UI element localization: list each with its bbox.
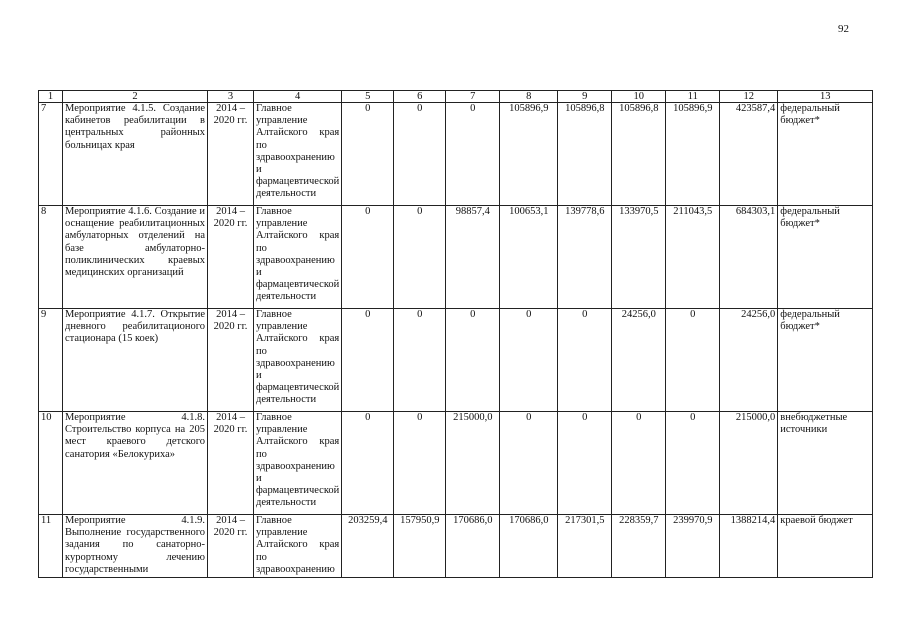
total-value: 423587,4 [720,103,778,206]
value-col-11: 0 [666,309,720,412]
col-num-7: 7 [446,91,500,103]
column-number-row [39,91,873,103]
funding-source: внебюджетные источники [778,412,873,515]
col-num-13: 13 [778,91,873,103]
value-col-11: 239970,9 [666,515,720,578]
table-row [39,412,873,515]
col-num-6: 6 [394,91,446,103]
executor: Главное управление Алтайского края по здравоохранению и фармацевтической деятельности [254,103,342,206]
row-number: 9 [39,309,63,412]
value-col-6: 0 [394,309,446,412]
total-value: 215000,0 [720,412,778,515]
value-col-9: 139778,6 [558,206,612,309]
funding-source: краевой бюджет [778,515,873,578]
measure-name: Мероприятие 4.1.9. Выполнение государственного задания по санаторно-курортному лечению государственными [63,515,208,578]
value-col-8: 0 [500,412,558,515]
value-col-8: 0 [500,309,558,412]
value-col-6: 0 [394,412,446,515]
value-col-5: 0 [342,412,394,515]
col-num-1: 1 [39,91,63,103]
col-num-4: 4 [254,91,342,103]
col-num-9: 9 [558,91,612,103]
value-col-9: 105896,8 [558,103,612,206]
table-row [39,103,873,206]
funding-source: федеральный бюджет* [778,206,873,309]
col-num-3: 3 [208,91,254,103]
funding-source: федеральный бюджет* [778,103,873,206]
row-number: 8 [39,206,63,309]
funding-source: федеральный бюджет* [778,309,873,412]
table-row [39,206,873,309]
value-col-5: 0 [342,206,394,309]
value-col-10: 133970,5 [612,206,666,309]
value-col-10: 228359,7 [612,515,666,578]
value-col-9: 217301,5 [558,515,612,578]
col-num-11: 11 [666,91,720,103]
executor: Главное управление Алтайского края по здравоохранению и фармацевтической деятельности [254,412,342,515]
col-num-8: 8 [500,91,558,103]
executor: Главное управление Алтайского края по здравоохранению [254,515,342,578]
measure-name: Мероприятие 4.1.5. Создание кабинетов реабилитации в центральных районных больницах края [63,103,208,206]
period: 2014 – 2020 гг. [208,206,254,309]
value-col-8: 105896,9 [500,103,558,206]
col-num-10: 10 [612,91,666,103]
measure-name: Мероприятие 4.1.8. Строительство корпуса на 205 мест краевого детского санатория «Белокуриха» [63,412,208,515]
value-col-8: 100653,1 [500,206,558,309]
col-num-5: 5 [342,91,394,103]
total-value: 1388214,4 [720,515,778,578]
value-col-11: 0 [666,412,720,515]
value-col-7: 0 [446,103,500,206]
value-col-5: 203259,4 [342,515,394,578]
value-col-6: 0 [394,206,446,309]
row-number: 10 [39,412,63,515]
col-num-2: 2 [63,91,208,103]
measure-name: Мероприятие 4.1.7. Открытие дневного реабилитационого стационара (15 коек) [63,309,208,412]
value-col-9: 0 [558,412,612,515]
value-col-11: 211043,5 [666,206,720,309]
total-value: 684303,1 [720,206,778,309]
value-col-8: 170686,0 [500,515,558,578]
value-col-9: 0 [558,309,612,412]
row-number: 7 [39,103,63,206]
page-number: 92 [838,23,849,35]
row-number: 11 [39,515,63,578]
value-col-5: 0 [342,103,394,206]
value-col-10: 0 [612,412,666,515]
value-col-7: 215000,0 [446,412,500,515]
executor: Главное управление Алтайского края по здравоохранению и фармацевтической деятельности [254,309,342,412]
value-col-10: 105896,8 [612,103,666,206]
value-col-7: 170686,0 [446,515,500,578]
table-row [39,515,873,578]
executor: Главное управление Алтайского края по здравоохранению и фармацевтической деятельности [254,206,342,309]
value-col-11: 105896,9 [666,103,720,206]
period: 2014 – 2020 гг. [208,515,254,578]
col-num-12: 12 [720,91,778,103]
program-table [38,90,873,578]
value-col-6: 157950,9 [394,515,446,578]
value-col-6: 0 [394,103,446,206]
period: 2014 – 2020 гг. [208,103,254,206]
value-col-7: 0 [446,309,500,412]
period: 2014 – 2020 гг. [208,309,254,412]
period: 2014 – 2020 гг. [208,412,254,515]
value-col-5: 0 [342,309,394,412]
value-col-7: 98857,4 [446,206,500,309]
table-row [39,309,873,412]
table-body [39,91,873,578]
total-value: 24256,0 [720,309,778,412]
value-col-10: 24256,0 [612,309,666,412]
measure-name: Мероприятие 4.1.6. Создание и оснащение реабилитационных амбулаторных отделений на базе амбулаторно-поликлинических краевых медицинских организаций [63,206,208,309]
